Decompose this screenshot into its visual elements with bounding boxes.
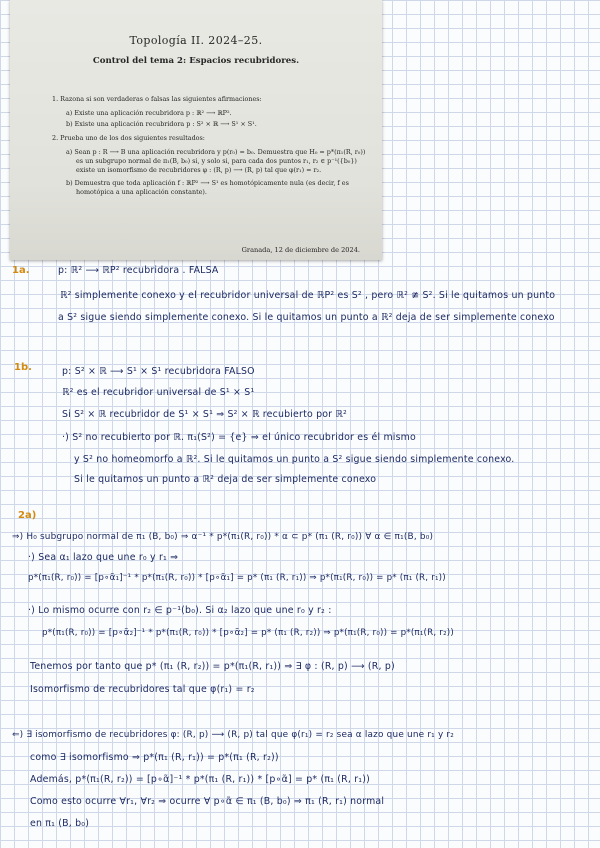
question-1a: a) Existe una aplicación recubridora p : ℝ² ⟶ ℝP². <box>66 109 232 117</box>
note-line-15: Tenemos por tanto que p* (π₁ (R, r₂)) = p*(π₁(R, r₁)) ⇒ ∃ φ : (R, p) ⟶ (R, p) <box>30 661 395 672</box>
exam-title: Topología II. 2024–25. <box>129 34 263 47</box>
question-2a-line-3: existe un isomorfismo de recubridores φ : (R, p) ⟶ (R, p) tal que φ(r₁) = r₂. <box>76 166 322 174</box>
answer-tag-2a: 2a) <box>18 510 37 521</box>
note-line-6: Si S² × ℝ recubridor de S¹ × S¹ ⇒ S² × ℝ recubierto por ℝ² <box>62 409 347 420</box>
answer-tag-1a: 1a. <box>12 265 30 276</box>
question-2b-line-1: b) Demuestra que toda aplicación f : ℝP² ⟶ S¹ es homotópicamente nula (es decir, f es <box>66 179 349 187</box>
exam-photo <box>10 0 382 260</box>
note-line-17: ⇐) ∃ isomorfismo de recubridores φ: (R, p) ⟶ (R, p) tal que φ(r₁) = r₂ sea α lazo que une r₁ y r₂ <box>12 730 455 740</box>
note-line-4: p: S² × ℝ ⟶ S¹ × S¹ recubridora FALSO <box>62 366 255 377</box>
question-1: 1. Razona si son verdaderas o falsas las siguientes afirmaciones: <box>52 95 262 103</box>
note-line-10: ⇒) H₀ subgrupo normal de π₁ (B, b₀) ⇒ α⁻¹ * p*(π₁(R, r₀)) * α ⊂ p* (π₁ (R, r₀)) ∀ α ∈ π₁(B, b₀) <box>12 532 434 542</box>
question-2b-line-2: homotópica a una aplicación constante). <box>76 188 207 196</box>
note-line-19: Además, p*(π₁(R, r₂)) = [p∘α̃]⁻¹ * p*(π₁ (R, r₁)) * [p∘α̃] = p* (π₁ (R, r₁)) <box>30 774 370 785</box>
answer-tag-1b: 1b. <box>14 362 32 373</box>
note-line-3: a S² sigue siendo simplemente conexo. Si le quitamos un punto a ℝ² deja de ser simplemente conexo <box>58 312 555 323</box>
exam-date: Granada, 12 de diciembre de 2024. <box>241 246 360 254</box>
note-line-12: p*(π₁(R, r₀)) = [p∘α̃₁]⁻¹ * p*(π₁(R, r₀)) * [p∘α̃₁] = p* (π₁ (R, r₁)) ⇒ p*(π₁(R, r₀)) = p* (π₁ (R, r₁)) <box>28 573 446 583</box>
question-2: 2. Prueba uno de los dos siguientes resultados: <box>52 134 205 142</box>
note-line-11: ·) Sea α₁ lazo que une r₀ y r₁ ⇒ <box>28 552 179 563</box>
note-line-20: Como esto ocurre ∀r₁, ∀r₂ ⇒ ocurre ∀ p∘α̃ ∈ π₁ (B, b₀) ⇒ π₁ (R, r₁) normal <box>30 796 385 807</box>
question-1b: b) Existe una aplicación recubridora p : S² × ℝ ⟶ S¹ × S¹. <box>66 120 257 128</box>
note-line-13: ·) Lo mismo ocurre con r₂ ∈ p⁻¹(b₀). Si α₂ lazo que une r₀ y r₂ : <box>28 605 332 616</box>
note-line-7: ·) S² no recubierto por ℝ. π₁(S²) = {e} ⇒ el único recubridor es él mismo <box>62 432 416 443</box>
note-line-9: Si le quitamos un punto a ℝ² deja de ser simplemente conexo <box>74 474 377 485</box>
question-2a-line-1: a) Sean p : R ⟶ B una aplicación recubridora y p(r₀) = b₀. Demuestra que H₀ = p*(π₁(R, r₀)) <box>66 148 366 156</box>
question-2a-line-2: es un subgrupo normal de π₁(B, b₀) si, y solo si, para cada dos puntos r₁, r₂ ∈ p⁻¹({b₀}) <box>76 157 357 165</box>
note-line-5: ℝ² es el recubridor universal de S¹ × S¹ <box>62 387 255 398</box>
note-line-1: p: ℝ² ⟶ ℝP² recubridora . FALSA <box>58 265 219 276</box>
note-line-8: y S² no homeomorfo a ℝ². Si le quitamos un punto a S² sigue siendo simplemente conexo. <box>74 454 515 465</box>
exam-subtitle: Control del tema 2: Espacios recubridores. <box>92 56 300 66</box>
note-line-21: en π₁ (B, b₀) <box>30 818 90 829</box>
note-line-2: ℝ² simplemente conexo y el recubridor universal de ℝP² es S² , pero ℝ² ≇ S². Si le quitamos un punto <box>60 290 556 301</box>
note-line-16: Isomorfismo de recubridores tal que φ(r₁) = r₂ <box>30 684 255 695</box>
note-line-18: como ∃ isomorfismo ⇒ p*(π₁ (R, r₁)) = p*(π₁ (R, r₂)) <box>30 752 279 763</box>
note-line-14: p*(π₁(R, r₀)) = [p∘α̃₂]⁻¹ * p*(π₁(R, r₀)) * [p∘α̃₂] = p* (π₁ (R, r₂)) ⇒ p*(π₁(R, r₀)) = p*(π₁(R, r₂)) <box>42 628 454 638</box>
